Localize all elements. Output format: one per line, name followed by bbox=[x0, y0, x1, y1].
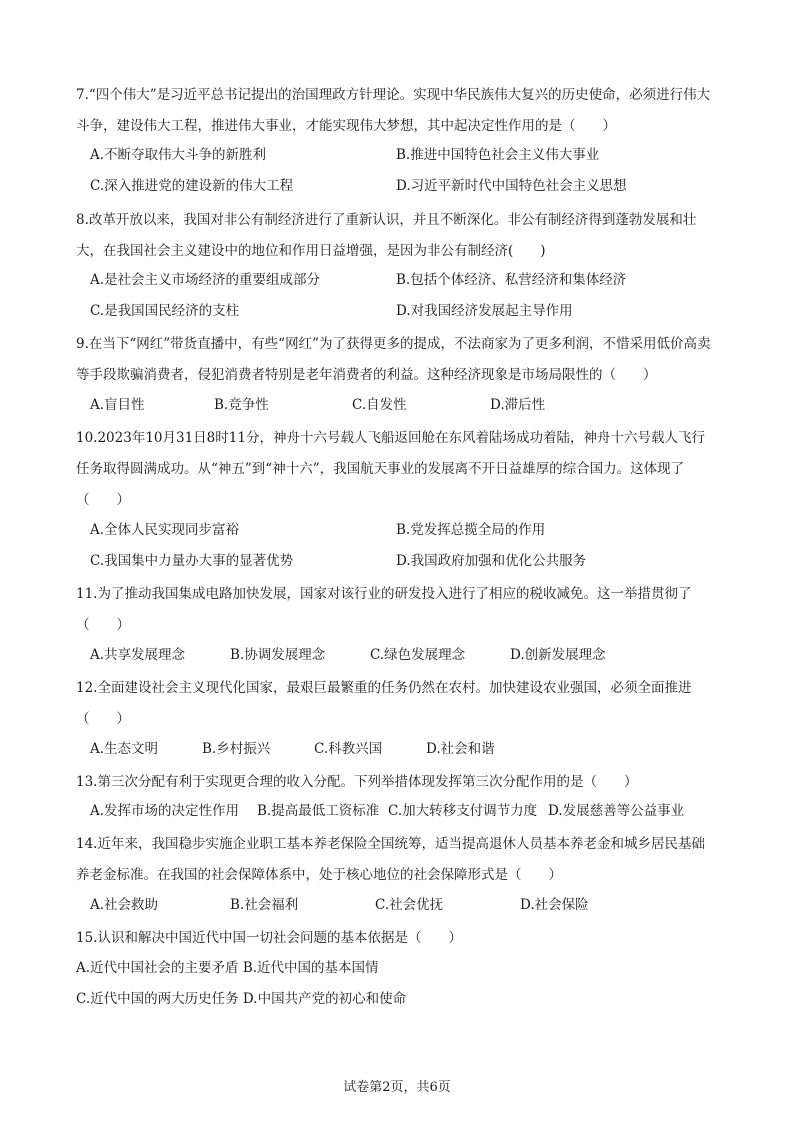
question-11-option-d: D.创新发展理念 bbox=[510, 647, 606, 663]
question-9-option-c: C.自发性 bbox=[352, 397, 407, 413]
question-14-option-c: C.社会优抚 bbox=[375, 897, 444, 913]
question-7-option-d: D.习近平新时代中国特色社会主义思想 bbox=[396, 178, 627, 194]
question-13-option-a: A.发挥市场的决定性作用 bbox=[90, 803, 240, 819]
question-10-option-c: C.我国集中力量办大事的显著优势 bbox=[90, 553, 294, 569]
question-14-option-d: D.社会保险 bbox=[520, 897, 589, 913]
question-15-options-cd: C.近代中国的两大历史任务 D.中国共产党的初心和使命 bbox=[76, 991, 407, 1007]
question-12-option-b: B.乡村振兴 bbox=[202, 741, 271, 757]
question-13-option-d: D.发展慈善等公益事业 bbox=[548, 803, 685, 819]
question-12-stem: 12.全面建设社会主义现代化国家，最艰巨最繁重的任务仍然在农村。加快建设农业强国，必须全面推进（ ） bbox=[76, 680, 692, 727]
question-7-option-a: A.不断夺取伟大斗争的新胜利 bbox=[90, 147, 267, 163]
question-8-option-b: B.包括个体经济、私营经济和集体经济 bbox=[396, 272, 627, 288]
question-8-stem: 8.改革开放以来，我国对非公有制经济进行了重新认识，并且不断深化。非公有制经济得到蓬勃发展和壮大，在我国社会主义建设中的地位和作用日益增强，是因为非公有制经济( ) bbox=[76, 212, 697, 259]
question-10-stem: 10.2023年10月31日8时11分，神舟十六号载人飞船返回舱在东风着陆场成功着陆，神舟十六号载人飞行任务取得圆满成功。从“神五”到“神十六”，我国航天事业的发展离不开日益雄厚的综合国力。这体现了（ ） bbox=[76, 430, 705, 508]
question-14-option-b: B.社会福利 bbox=[230, 897, 299, 913]
question-11-stem: 11.为了推动我国集成电路加快发展，国家对该行业的研发投入进行了相应的税收减免。这一举措贯彻了（ ） bbox=[76, 586, 692, 633]
question-8-option-c: C.是我国国民经济的支柱 bbox=[90, 303, 240, 319]
question-7-option-c: C.深入推进党的建设新的伟大工程 bbox=[90, 178, 294, 194]
question-7-stem: 7.“四个伟大”是习近平总书记提出的治国理政方针理论。实现中华民族伟大复兴的历史使命，必须进行伟大斗争，建设伟大工程，推进伟大事业，才能实现伟大梦想，其中起决定性作用的是（ ） bbox=[76, 87, 711, 134]
question-9-option-d: D.滞后性 bbox=[490, 397, 546, 413]
question-9-stem: 9.在当下“网红”带货直播中，有些“网红”为了获得更多的提成，不法商家为了更多利润，不惜采用低价高卖等手段欺骗消费者，侵犯消费者特别是老年消费者的利益。这种经济现象是市场局限性的（ ） bbox=[76, 336, 711, 383]
question-15-stem: 15.认识和解决中国近代中国一切社会问题的基本依据是（ ） bbox=[76, 930, 462, 946]
question-15-options-ab: A.近代中国社会的主要矛盾 B.近代中国的基本国情 bbox=[76, 960, 379, 976]
question-12-option-d: D.社会和谐 bbox=[426, 741, 495, 757]
page-footer: 试卷第2页，共6页 bbox=[343, 1080, 451, 1095]
question-14-option-a: A.社会救助 bbox=[90, 897, 159, 913]
question-13-option-c: C.加大转移支付调节力度 bbox=[388, 803, 538, 819]
question-9-option-a: A.盲目性 bbox=[90, 397, 145, 413]
question-11-option-b: B.协调发展理念 bbox=[230, 647, 326, 663]
question-10-option-a: A.全体人民实现同步富裕 bbox=[90, 522, 240, 538]
question-9-option-b: B.竞争性 bbox=[214, 397, 269, 413]
question-12-option-c: C.科教兴国 bbox=[314, 741, 383, 757]
question-10-option-b: B.党发挥总揽全局的作用 bbox=[396, 522, 546, 538]
question-11-option-a: A.共享发展理念 bbox=[90, 647, 186, 663]
question-13-stem: 13.第三次分配有利于实现更合理的收入分配。下列举措体现发挥第三次分配作用的是（ ） bbox=[76, 774, 638, 790]
question-8-option-d: D.对我国经济发展起主导作用 bbox=[396, 303, 573, 319]
question-10-option-d: D.我国政府加强和优化公共服务 bbox=[396, 553, 587, 569]
question-14-stem: 14.近年来，我国稳步实施企业职工基本养老保险全国统筹，适当提高退休人员基本养老金和城乡居民基础养老金标准。在我国的社会保障体系中，处于核心地位的社会保障形式是（ ） bbox=[76, 836, 705, 883]
question-11-option-c: C.绿色发展理念 bbox=[370, 647, 466, 663]
question-7-option-b: B.推进中国特色社会主义伟大事业 bbox=[396, 147, 600, 163]
question-8-option-a: A.是社会主义市场经济的重要组成部分 bbox=[90, 272, 321, 288]
question-13-option-b: B.提高最低工资标准 bbox=[257, 803, 380, 819]
question-12-option-a: A.生态文明 bbox=[90, 741, 159, 757]
